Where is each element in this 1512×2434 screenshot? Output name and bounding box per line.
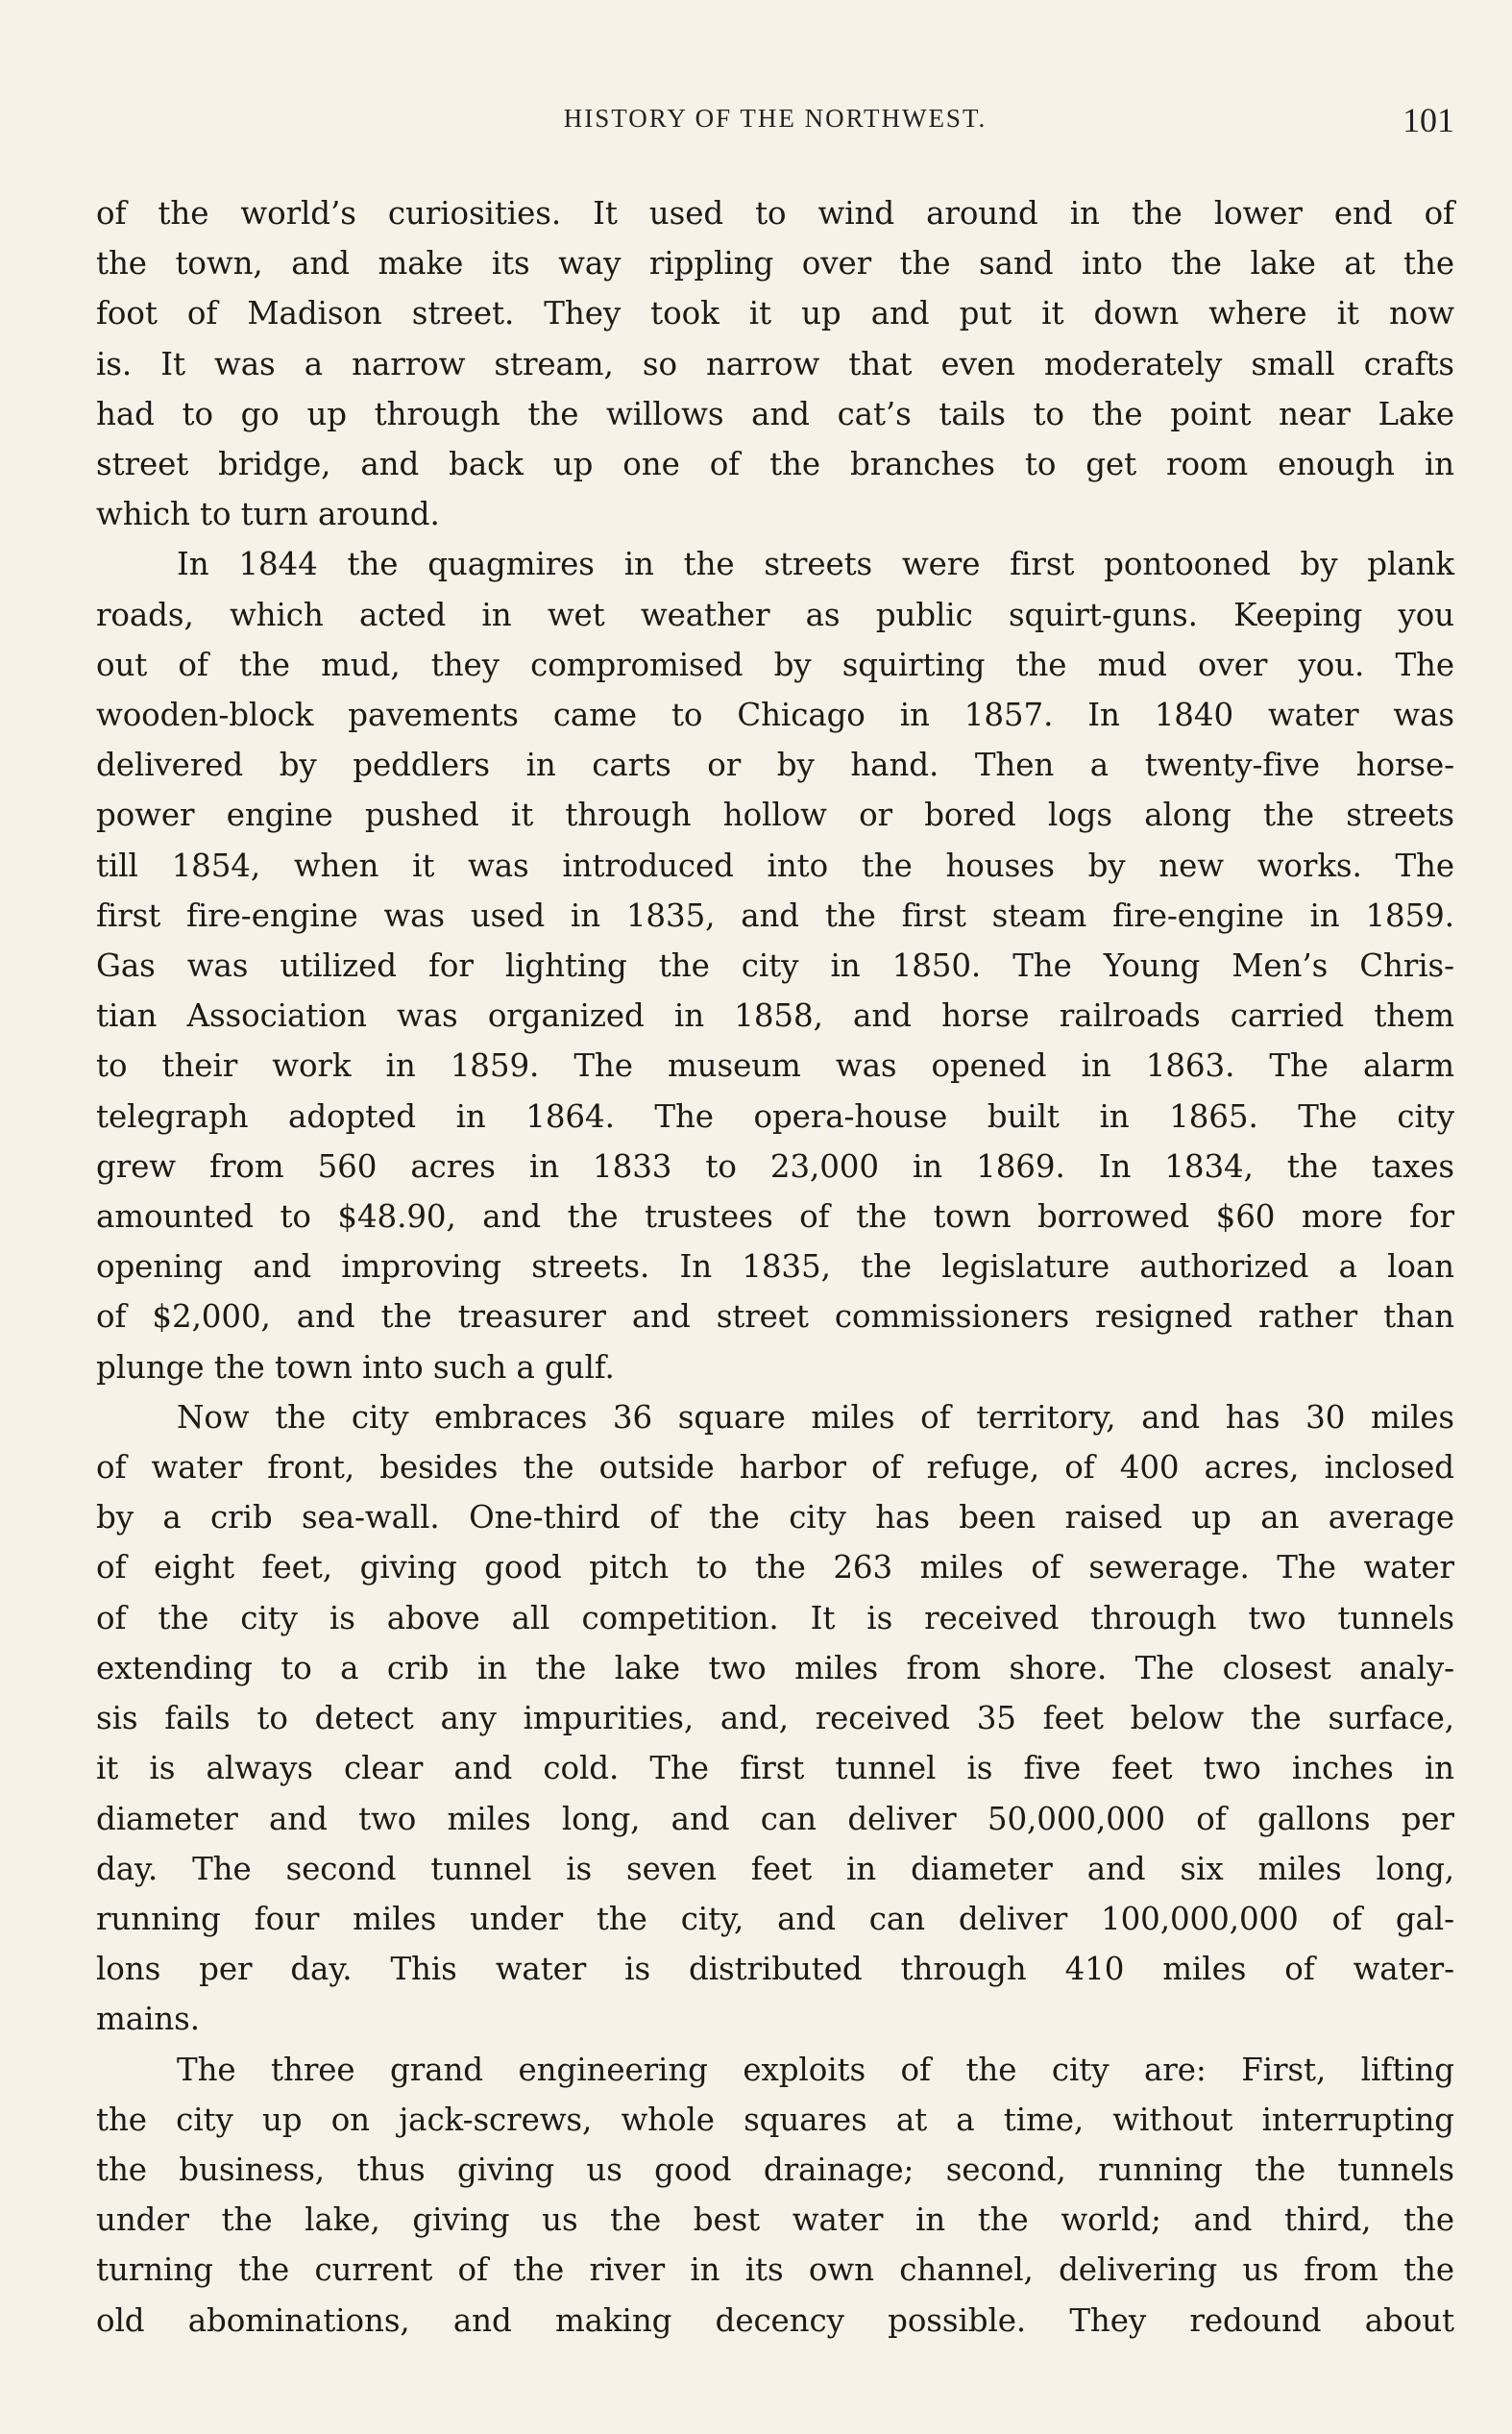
text-line: sis fails to detect any impurities, and, received 35 feet below the surface, xyxy=(96,1700,1454,1737)
text-line: had to go up through the willows and cat’s tails to the point near Lake xyxy=(96,395,1454,432)
text-line: by a crib sea-wall. One-third of the city has been raised up an average xyxy=(96,1499,1454,1537)
text-line: first fire-engine was used in 1835, and the first steam fire-engine in 1859. xyxy=(96,897,1454,934)
text-line: telegraph adopted in 1864. The opera-house built in 1865. The city xyxy=(96,1097,1454,1135)
text-line: extending to a crib in the lake two miles from shore. The closest analy- xyxy=(96,1649,1454,1686)
text-line: the business, thus giving us good drainage; second, running the tunnels xyxy=(96,2151,1454,2188)
text-line: running four miles under the city, and can deliver 100,000,000 of gal- xyxy=(96,1900,1454,1937)
text-line: Gas was utilized for lighting the city in 1850. The Young Men’s Chris- xyxy=(96,947,1454,985)
paragraph xyxy=(96,2045,1454,2346)
text-line: street bridge, and back up one of the branches to get room enough in xyxy=(96,446,1454,483)
paragraph xyxy=(96,1392,1454,2045)
text-line: old abominations, and making decency possible. They redound about xyxy=(96,2301,1454,2339)
text-line: foot of Madison street. They took it up and put it down where it now xyxy=(96,295,1454,332)
text-line: diameter and two miles long, and can deliver 50,000,000 of gallons per xyxy=(96,1800,1454,1837)
text-line: delivered by peddlers in carts or by hand. Then a twenty-five horse- xyxy=(96,747,1454,784)
text-line: of the city is above all competition. It is received through two tunnels xyxy=(96,1599,1454,1636)
text-line: grew from 560 acres in 1833 to 23,000 in 1869. In 1834, the taxes xyxy=(96,1147,1454,1185)
text-line: of water front, besides the outside harbor of refuge, of 400 acres, inclosed xyxy=(96,1449,1454,1487)
body-text xyxy=(96,188,1454,2346)
text-line: Now the city embraces 36 square miles of territory, and has 30 miles xyxy=(177,1398,1454,1436)
text-line: day. The second tunnel is seven feet in diameter and six miles long, xyxy=(96,1850,1454,1887)
text-line: under the lake, giving us the best water in the world; and third, the xyxy=(96,2201,1454,2239)
text-line: till 1854, when it was introduced into the houses by new works. The xyxy=(96,847,1454,884)
text-line: to their work in 1859. The museum was opened in 1863. The alarm xyxy=(96,1047,1454,1085)
text-line: mains. xyxy=(96,2001,200,2038)
text-line: plunge the town into such a gulf. xyxy=(96,1348,615,1386)
text-line: of the world’s curiosities. It used to wind around in the lower end of xyxy=(96,195,1454,232)
text-line: the town, and make its way rippling over the sand into the lake at the xyxy=(96,245,1454,283)
text-line: roads, which acted in wet weather as public squirt-guns. Keeping you xyxy=(96,596,1454,633)
text-line: turning the current of the river in its own channel, delivering us from the xyxy=(96,2251,1454,2289)
text-line: which to turn around. xyxy=(96,496,440,533)
paragraph xyxy=(96,188,1454,539)
text-line: the city up on jack-screws, whole squares at a time, without interrupting xyxy=(96,2101,1454,2138)
paragraph xyxy=(96,539,1454,1391)
running-header xyxy=(96,101,1454,146)
text-line: of eight feet, giving good pitch to the 263 miles of sewerage. The water xyxy=(96,1549,1454,1586)
text-line: it is always clear and cold. The first tunnel is five feet two inches in xyxy=(96,1750,1454,1787)
text-line: power engine pushed it through hollow or bored logs along the streets xyxy=(96,797,1454,834)
text-line: is. It was a narrow stream, so narrow that even moderately small crafts xyxy=(96,345,1454,382)
running-header-title: HISTORY OF THE NORTHWEST. xyxy=(563,104,988,133)
text-line: opening and improving streets. In 1835, the legislature authorized a loan xyxy=(96,1248,1454,1286)
text-line: The three grand engineering exploits of the city are: First, lifting xyxy=(177,2051,1454,2088)
text-line: of $2,000, and the treasurer and street commissioners resigned rather than xyxy=(96,1298,1454,1336)
page-number: 101 xyxy=(1402,101,1454,139)
text-line: tian Association was organized in 1858, and horse railroads carried them xyxy=(96,997,1454,1035)
text-line: out of the mud, they compromised by squirting the mud over you. The xyxy=(96,646,1454,683)
text-line: amounted to $48.90, and the trustees of the town borrowed $60 more for xyxy=(96,1198,1454,1236)
text-line: wooden-block pavements came to Chicago in 1857. In 1840 water was xyxy=(96,697,1454,734)
text-line: In 1844 the quagmires in the streets were first pontooned by plank xyxy=(177,546,1454,583)
text-line: lons per day. This water is distributed through 410 miles of water- xyxy=(96,1951,1454,1988)
